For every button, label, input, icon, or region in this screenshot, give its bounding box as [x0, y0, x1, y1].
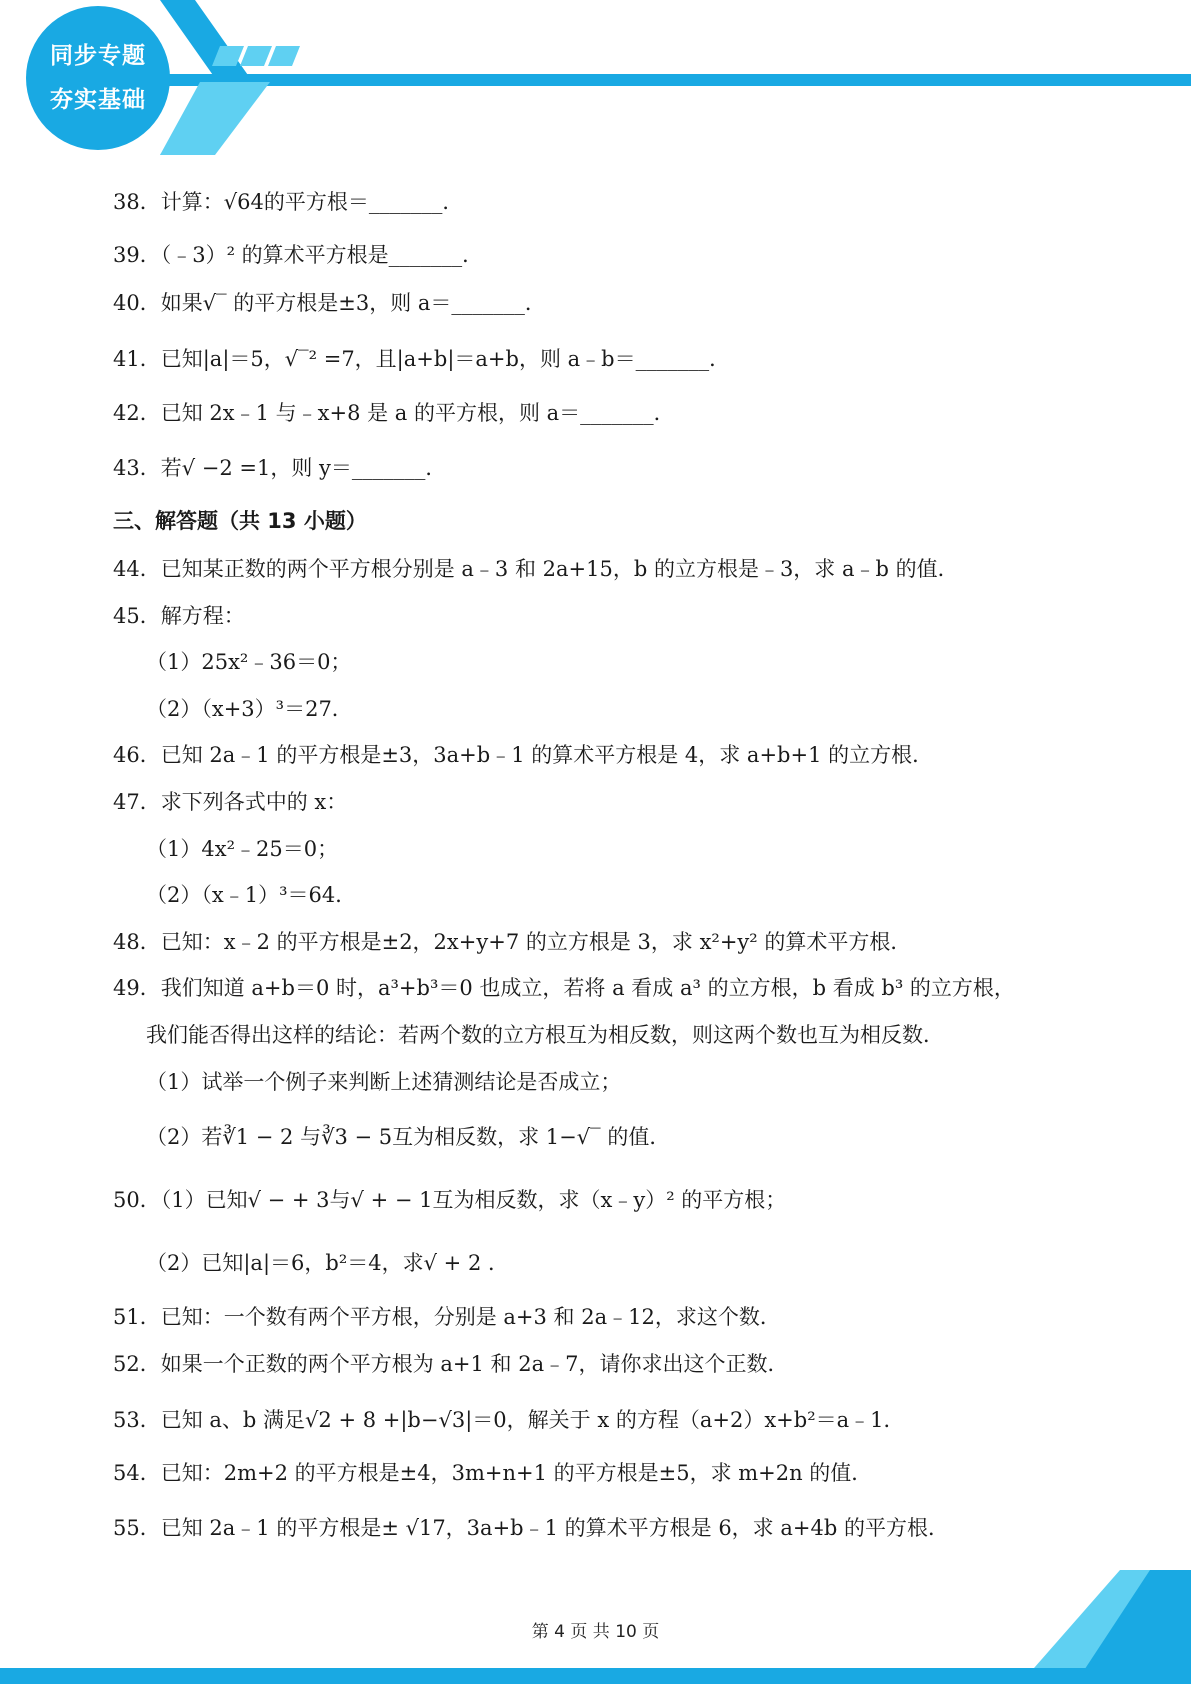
question-52: 52．如果一个正数的两个平方根为 a+1 和 2a﹣7，请你求出这个正数． [113, 1352, 789, 1376]
question-43: 43．若√ −2 =1，则 y＝_______． [113, 456, 447, 480]
page-number: 第 4 页 共 10 页 [531, 1622, 660, 1642]
question-49-part-2: （2）若∛1 − 2 与∛3 − 5互为相反数，求 1−√‾ 的值． [146, 1125, 671, 1149]
question-54: 54．已知：2m+2 的平方根是±4，3m+n+1 的平方根是±5，求 m+2n 的值． [113, 1461, 873, 1485]
question-47-part-1: （1）4x²﹣25＝0； [146, 837, 339, 861]
question-55: 55．已知 2a﹣1 的平方根是± √17，3a+b﹣1 的算术平方根是 6，求 a+4b 的平方根． [113, 1516, 949, 1540]
header-banner [0, 0, 1191, 160]
question-45: 45．解方程： [113, 604, 245, 628]
header-stripe [160, 74, 1191, 86]
header-dash-2 [240, 46, 272, 66]
question-53: 53．已知 a、b 满足√2 + 8 +|b−√3|＝0，解关于 x 的方程（a+2）x+b²＝a﹣1． [113, 1408, 905, 1432]
question-38: 38．计算：√64的平方根＝_______． [113, 190, 464, 214]
section-heading: 三、解答题（共 13 小题） [113, 509, 367, 533]
header-dash-3 [268, 46, 300, 66]
header-badge-circle [26, 6, 170, 150]
question-45-part-2: （2）（x+3）³＝27． [146, 697, 353, 721]
question-47-part-2: （2）（x﹣1）³＝64． [146, 883, 357, 907]
badge-line-2: 夯实基础 [50, 87, 146, 113]
footer-stripe [0, 1668, 1191, 1684]
question-39: 39．（﹣3）² 的算术平方根是_______． [113, 243, 484, 267]
question-44: 44．已知某正数的两个平方根分别是 a﹣3 和 2a+15，b 的立方根是﹣3，求 a﹣b 的值． [113, 557, 959, 581]
question-50-part-2: （2）已知|a|＝6，b²＝4，求√ + 2 ． [146, 1251, 509, 1275]
header-chevron-light [160, 82, 270, 155]
question-48: 48．已知：x﹣2 的平方根是±2，2x+y+7 的立方根是 3，求 x²+y² 的算术平方根． [113, 930, 912, 954]
question-49: 49．我们知道 a+b＝0 时，a³+b³＝0 也成立，若将 a 看成 a³ 的立方根，b 看成 b³ 的立方根， [113, 976, 1015, 1000]
question-46: 46．已知 2a﹣1 的平方根是±3，3a+b﹣1 的算术平方根是 4，求 a+b+1 的立方根． [113, 743, 934, 767]
footer-banner [0, 1540, 1191, 1684]
badge-line-1: 同步专题 [50, 43, 146, 69]
question-41: 41．已知|a|＝5，√‾² =7，且|a+b|＝a+b，则 a﹣b＝_______． [113, 347, 731, 371]
question-40: 40．如果√‾ 的平方根是±3，则 a＝_______． [113, 291, 546, 315]
question-49-part-1: （1）试举一个例子来判断上述猜测结论是否成立； [146, 1070, 622, 1094]
question-51: 51．已知：一个数有两个平方根，分别是 a+3 和 2a﹣12，求这个数． [113, 1305, 781, 1329]
question-47: 47．求下列各式中的 x： [113, 790, 348, 814]
question-49-continued: 我们能否得出这样的结论：若两个数的立方根互为相反数，则这两个数也互为相反数． [146, 1023, 944, 1047]
question-50: 50．（1）已知√ − + 3与√ + − 1互为相反数，求（x﹣y）² 的平方根； [113, 1188, 787, 1212]
question-45-part-1: （1）25x²﹣36＝0； [146, 650, 352, 674]
question-42: 42．已知 2x﹣1 与﹣x+8 是 a 的平方根，则 a＝_______． [113, 401, 675, 425]
